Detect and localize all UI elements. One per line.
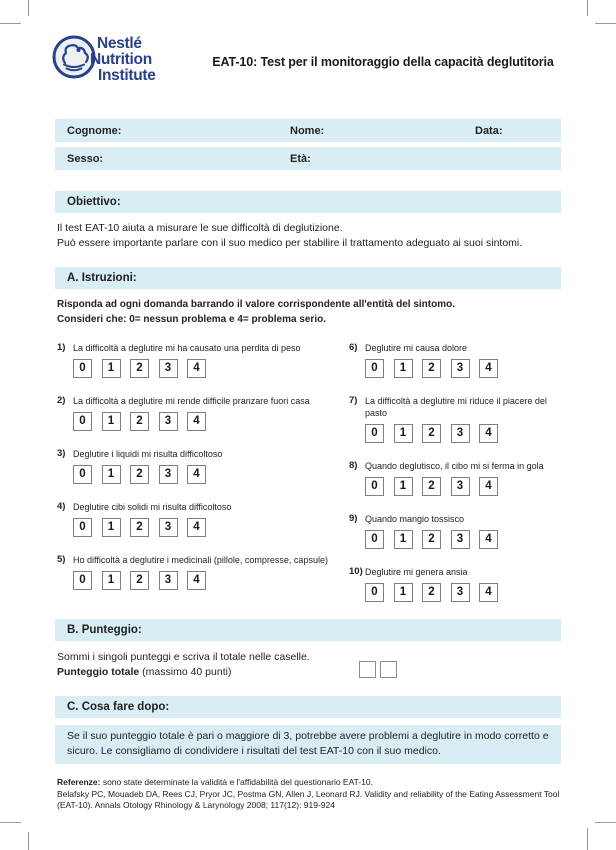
rating-box-1[interactable]: 1	[394, 424, 413, 443]
crop-mark	[28, 832, 29, 850]
rating-box-2[interactable]: 2	[422, 424, 441, 443]
rating-box-4[interactable]: 4	[187, 518, 206, 537]
logo-wordmark	[90, 35, 156, 84]
rating-box-2[interactable]: 2	[130, 465, 149, 484]
surname-field[interactable]	[55, 119, 290, 142]
date-label: Data:	[475, 124, 503, 137]
rating-box-2[interactable]: 2	[130, 359, 149, 378]
question-6	[349, 342, 561, 378]
rating-box-3[interactable]: 3	[159, 518, 178, 537]
question-text: Quando deglutisco, il cibo mi si ferma in gola	[365, 461, 544, 471]
rating-box-4[interactable]: 4	[187, 359, 206, 378]
question-text: Deglutire i liquidi mi risulta difficoltoso	[73, 449, 223, 459]
rating-box-1[interactable]: 1	[102, 359, 121, 378]
sex-field[interactable]	[55, 147, 290, 170]
rating-box-0[interactable]: 0	[365, 477, 384, 496]
rating-box-4[interactable]: 4	[187, 412, 206, 431]
rating-box-2[interactable]: 2	[422, 583, 441, 602]
rating-box-0[interactable]: 0	[365, 530, 384, 549]
references-line-1	[57, 777, 561, 789]
question-3	[57, 448, 345, 484]
rating-box-3[interactable]: 3	[451, 583, 470, 602]
rating-scale	[73, 571, 345, 590]
questions-column-left	[57, 342, 345, 619]
rating-box-0[interactable]: 0	[73, 359, 92, 378]
crop-mark	[587, 0, 588, 16]
rating-box-3[interactable]: 3	[451, 477, 470, 496]
rating-box-1[interactable]: 1	[102, 412, 121, 431]
crop-mark	[28, 0, 29, 16]
rating-box-0[interactable]: 0	[365, 583, 384, 602]
question-number: 4)	[57, 501, 66, 512]
nestle-nutrition-institute-logo	[55, 28, 205, 104]
name-field[interactable]	[290, 119, 475, 142]
rating-scale	[365, 583, 561, 602]
total-score-box-tens[interactable]	[359, 661, 376, 678]
date-field[interactable]	[475, 119, 561, 142]
total-score-box-units[interactable]	[380, 661, 397, 678]
page-title: EAT-10: Test per il monitoraggio della capacità deglutitoria	[212, 55, 554, 69]
question-7	[349, 395, 561, 443]
instructions-line-2: Consideri che: 0= nessun problema e 4= problema serio.	[57, 313, 326, 325]
score-heading: B. Punteggio:	[55, 619, 561, 641]
crop-mark	[595, 822, 616, 823]
rating-box-3[interactable]: 3	[159, 571, 178, 590]
next-steps-text: Se il suo punteggio totale è pari o maggiore di 3, potrebbe avere problemi a deglutire in modo corretto e sicuro. Le consigliamo di condividere i risultati del test EAT-10 con il suo medico.	[55, 725, 561, 764]
rating-box-3[interactable]: 3	[159, 359, 178, 378]
sex-label: Sesso:	[67, 152, 104, 165]
references-line-1-text: sono state determinate la validità e l'affidabilità del questionario EAT-10.	[100, 777, 373, 787]
rating-box-0[interactable]: 0	[73, 571, 92, 590]
document-header	[55, 28, 561, 104]
rating-box-4[interactable]: 4	[479, 424, 498, 443]
crop-mark	[0, 822, 21, 823]
rating-box-1[interactable]: 1	[102, 465, 121, 484]
patient-row-2	[55, 147, 561, 170]
age-field[interactable]	[290, 147, 475, 170]
score-max-label: (massimo 40 punti)	[139, 666, 232, 678]
rating-box-3[interactable]: 3	[451, 359, 470, 378]
logo-line-nutrition: Nutrition	[90, 51, 152, 68]
question-text: Deglutire cibi solidi mi risulta difficoltoso	[73, 502, 232, 512]
rating-box-4[interactable]: 4	[187, 465, 206, 484]
question-text: Ho difficoltà a deglutire i medicinali (pillole, compresse, capsule)	[73, 555, 328, 565]
rating-scale	[73, 518, 345, 537]
question-text: La difficoltà a deglutire mi ha causato una perdita di peso	[73, 343, 301, 353]
references	[55, 777, 561, 812]
rating-box-3[interactable]: 3	[451, 424, 470, 443]
crop-mark	[587, 828, 588, 850]
rating-box-0[interactable]: 0	[73, 465, 92, 484]
rating-box-1[interactable]: 1	[394, 530, 413, 549]
question-5	[57, 554, 345, 590]
objective-heading: Obiettivo:	[55, 191, 561, 213]
rating-box-0[interactable]: 0	[365, 424, 384, 443]
patient-row-1	[55, 119, 561, 142]
next-steps-heading: C. Cosa fare dopo:	[55, 696, 561, 718]
crop-mark	[595, 23, 616, 24]
question-text: La difficoltà a deglutire mi rende difficile pranzare fuori casa	[73, 396, 310, 406]
instructions-text	[55, 298, 561, 327]
question-text: La difficoltà a deglutire mi riduce il piacere del pasto	[365, 396, 547, 418]
rating-box-3[interactable]: 3	[159, 465, 178, 484]
question-2	[57, 395, 345, 431]
rating-box-2[interactable]: 2	[422, 477, 441, 496]
objective-line-1: Il test EAT-10 aiuta a misurare le sue difficoltà di deglutizione.	[57, 222, 343, 234]
question-text: Deglutire mi causa dolore	[365, 343, 468, 353]
logo-line-nestle: Nestlé	[97, 35, 142, 52]
rating-box-2[interactable]: 2	[422, 359, 441, 378]
rating-box-2[interactable]: 2	[130, 571, 149, 590]
surname-label: Cognome:	[67, 124, 122, 137]
references-label: Referenze:	[57, 777, 101, 787]
rating-box-1[interactable]: 1	[394, 359, 413, 378]
question-number: 10)	[349, 566, 363, 577]
rating-scale	[365, 477, 561, 496]
question-number: 9)	[349, 513, 358, 524]
rating-scale	[73, 359, 345, 378]
rating-box-1[interactable]: 1	[394, 583, 413, 602]
question-number: 8)	[349, 460, 358, 471]
age-label: Età:	[290, 152, 311, 165]
score-line-2	[57, 665, 359, 680]
question-1	[57, 342, 345, 378]
rating-box-1[interactable]: 1	[394, 477, 413, 496]
name-label: Nome:	[290, 124, 325, 137]
rating-box-2[interactable]: 2	[130, 518, 149, 537]
logo-line-institute: Institute	[98, 67, 156, 84]
question-8	[349, 460, 561, 496]
instructions-line-1: Risponda ad ogni domanda barrando il valore corrispondente all'entità del sintomo.	[57, 299, 455, 310]
rating-box-4[interactable]: 4	[187, 571, 206, 590]
question-number: 5)	[57, 554, 66, 565]
rating-box-4[interactable]: 4	[479, 583, 498, 602]
rating-box-2[interactable]: 2	[422, 530, 441, 549]
questions-grid	[55, 342, 561, 619]
question-number: 6)	[349, 342, 358, 353]
crop-mark	[0, 23, 21, 24]
questions-column-right	[349, 342, 561, 619]
rating-box-0[interactable]: 0	[73, 518, 92, 537]
question-9	[349, 513, 561, 549]
instructions-heading: A. Istruzioni:	[55, 267, 561, 289]
question-number: 3)	[57, 448, 66, 459]
objective-text	[55, 221, 561, 251]
rating-box-4[interactable]: 4	[479, 477, 498, 496]
rating-box-0[interactable]: 0	[73, 412, 92, 431]
question-text: Deglutire mi genera ansia	[365, 567, 468, 577]
question-number: 1)	[57, 342, 66, 353]
rating-box-3[interactable]: 3	[159, 412, 178, 431]
rating-box-4[interactable]: 4	[479, 359, 498, 378]
rating-scale	[365, 424, 561, 443]
rating-box-1[interactable]: 1	[102, 518, 121, 537]
rating-scale	[73, 465, 345, 484]
rating-box-2[interactable]: 2	[130, 412, 149, 431]
question-number: 7)	[349, 395, 358, 406]
question-10	[349, 566, 561, 602]
rating-box-4[interactable]: 4	[479, 530, 498, 549]
question-4	[57, 501, 345, 537]
score-line-1: Sommi i singoli punteggi e scriva il totale nelle caselle.	[57, 651, 310, 663]
question-text: Quando mangio tossisco	[365, 514, 465, 524]
rating-scale	[365, 359, 561, 378]
score-section	[55, 650, 561, 680]
references-line-2: Belafsky PC, Mouadeb DA, Rees CJ, Pryor JC, Postma GN, Allen J, Leonard RJ. Validity and reliability of the Eating Assessment Tool	[57, 788, 560, 799]
objective-line-2: Può essere importante parlare con il suo medico per stabilire il trattamento adeguato ai suoi sintomi.	[57, 237, 523, 249]
patient-info-section	[55, 119, 561, 170]
references-line-3: (EAT-10). Annals Otology Rhinology & Larynology 2008; 117(12): 919-924	[57, 800, 335, 810]
total-score-boxes	[359, 650, 401, 680]
score-total-label: Punteggio totale	[57, 666, 140, 678]
rating-box-3[interactable]: 3	[451, 530, 470, 549]
rating-scale	[365, 530, 561, 549]
rating-scale	[73, 412, 345, 431]
rating-box-1[interactable]: 1	[102, 571, 121, 590]
question-number: 2)	[57, 395, 66, 406]
rating-box-0[interactable]: 0	[365, 359, 384, 378]
